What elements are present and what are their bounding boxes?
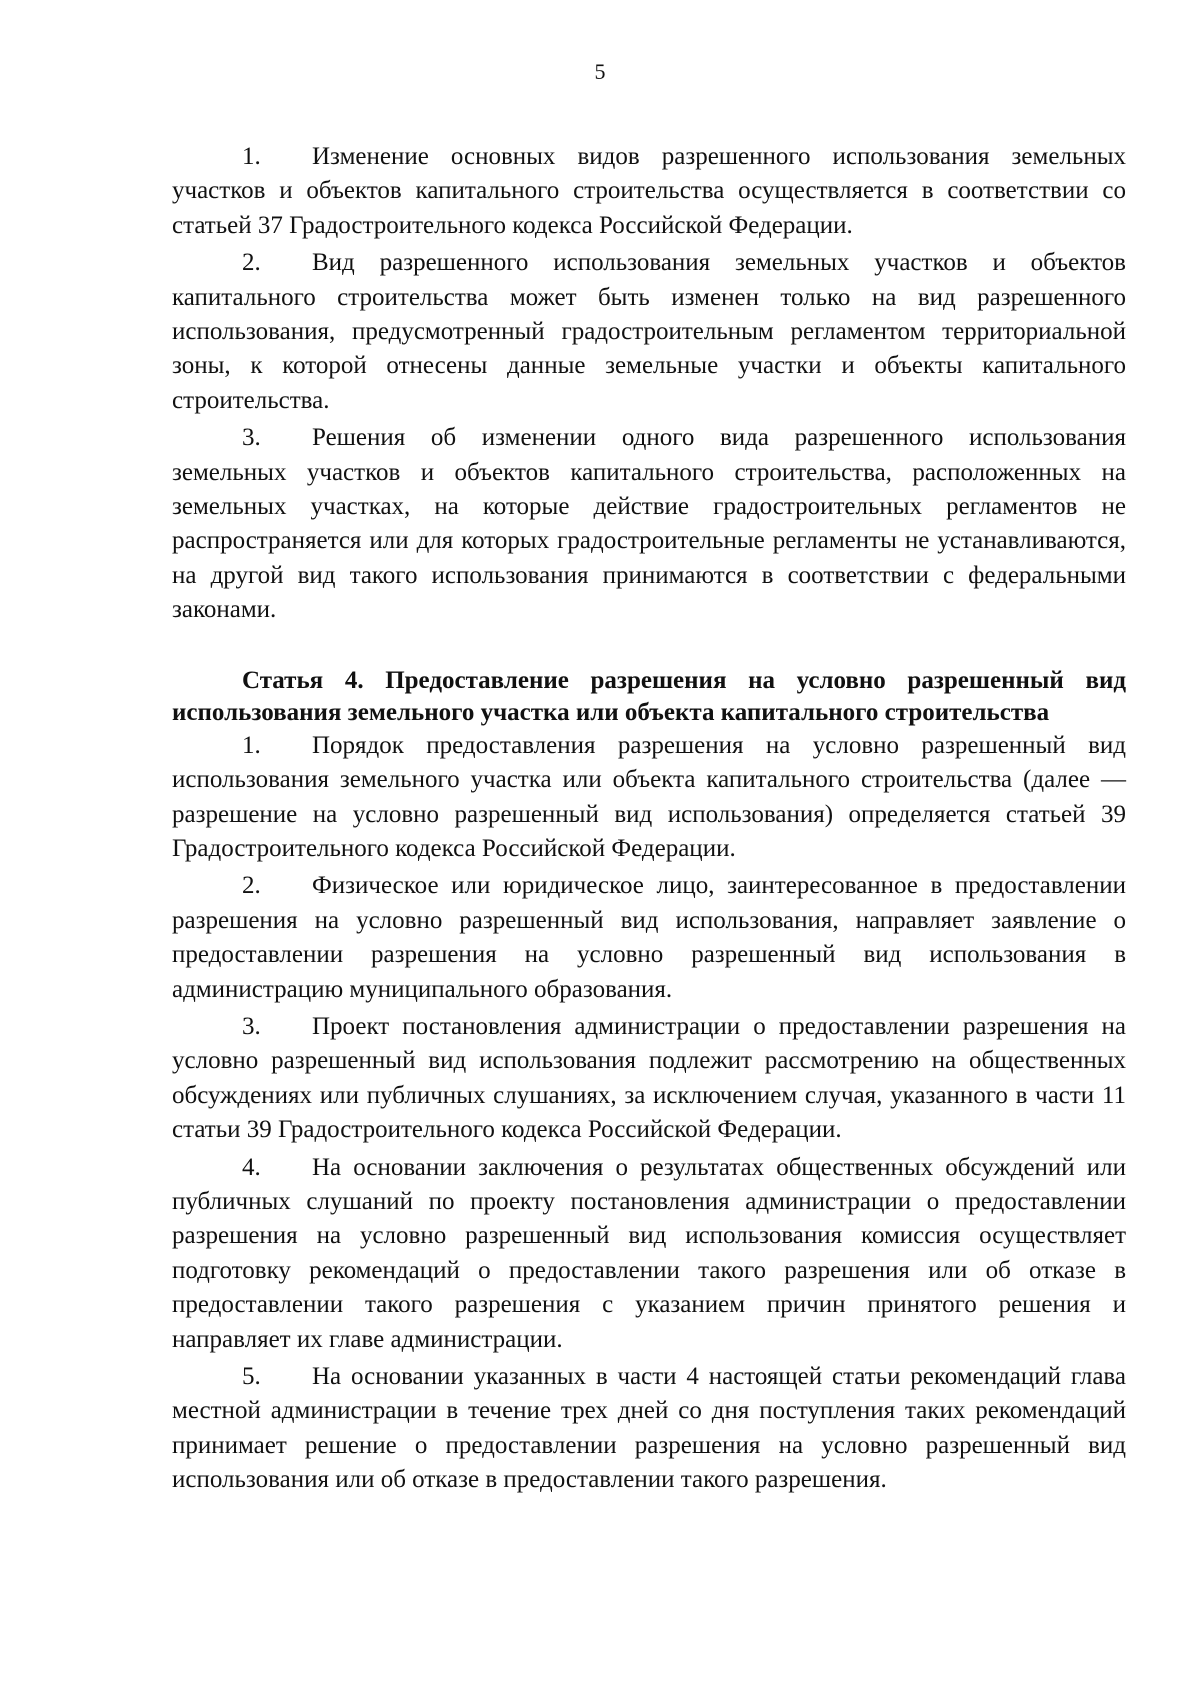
paragraph-number: 3. bbox=[242, 424, 261, 452]
page-number: 5 bbox=[594, 59, 606, 84]
paragraph-number: 1. bbox=[242, 143, 261, 170]
numbered-paragraph bbox=[172, 1010, 1126, 1148]
section-continuation bbox=[172, 140, 1126, 628]
paragraph-text: Проект постановления администрации о предоставлении разрешения на условно разрешенный вид использования подлежит рассмотрению на общественных обсуждениях или публичных слушаниях, за исключением случая, указанного в части 11 статьи 39 Градостроительного кодекса Российской Федерации. bbox=[172, 1012, 1126, 1144]
numbered-paragraph bbox=[172, 140, 1126, 243]
numbered-paragraph bbox=[172, 869, 1126, 1007]
paragraph-number: 2. bbox=[242, 249, 261, 277]
numbered-paragraph bbox=[172, 246, 1126, 418]
paragraph-text: На основании заключения о результатах общественных обсуждений или публичных слушаний по проекту постановления администрации о предоставлении разрешения на условно разрешенный вид использования комиссия осуществляет подготовку рекомендаций о предоставлении такого разрешения или об отказе в предоставлении такого разрешения с указанием причин принятого решения и направляет их главе администрации. bbox=[172, 1153, 1126, 1353]
paragraph-number: 5. bbox=[242, 1363, 261, 1390]
paragraph-number: 4. bbox=[242, 1153, 261, 1181]
paragraph-text: На основании указанных в части 4 настоящей статьи рекомендаций глава местной администрации в течение трех дней со дня поступления таких рекомендаций принимает решение о предоставлении разрешения на условно разрешенный вид использования или об отказе в предоставлении такого разрешения. bbox=[172, 1363, 1126, 1494]
article-4-section bbox=[172, 665, 1126, 1498]
paragraph-number: 3. bbox=[242, 1012, 261, 1040]
article-heading: Статья 4. Предоставление разрешения на условно разрешенный вид использования земельного участка или объекта капитального строительства bbox=[172, 666, 1126, 726]
paragraph-number: 1. bbox=[242, 731, 261, 759]
paragraph-text: Порядок предоставления разрешения на условно разрешенный вид использования земельного участка или объекта капитального строительства (далее — разрешение на условно разрешенный вид использования) определяется статьей 39 Градостроительного кодекса Российской Федерации. bbox=[172, 731, 1126, 862]
document-body bbox=[172, 140, 1126, 1498]
numbered-paragraph bbox=[172, 729, 1126, 867]
paragraph-text: Физическое или юридическое лицо, заинтересованное в предоставлении разрешения на условно разрешенный вид использования, направляет заявление о предоставлении разрешения на условно разрешенный вид использования в администрацию муниципального образования. bbox=[172, 872, 1126, 1003]
numbered-paragraph bbox=[172, 1151, 1126, 1357]
paragraph-text: Изменение основных видов разрешенного использования земельных участков и объектов капитального строительства осуществляется в соответствии со статьей 37 Градостроительного кодекса Российской Федерации. bbox=[172, 143, 1126, 239]
numbered-paragraph bbox=[172, 1360, 1126, 1498]
numbered-paragraph bbox=[172, 421, 1126, 627]
paragraph-text: Решения об изменении одного вида разрешенного использования земельных участков и объектов капитального строительства, расположенных на земельных участках, на которые действие градостроительных регламентов не распространяется или для которых градостроительные регламенты не устанавливаются, на другой вид такого использования принимаются в соответствии с федеральными законами. bbox=[172, 424, 1126, 624]
paragraph-text: Вид разрешенного использования земельных участков и объектов капитального строительства может быть изменен только на вид разрешенного использования, предусмотренный градостроительным регламентом территориальной зоны, к которой отнесены данные земельные участки и объекты капитального строительства. bbox=[172, 249, 1126, 414]
paragraph-number: 2. bbox=[242, 872, 261, 900]
